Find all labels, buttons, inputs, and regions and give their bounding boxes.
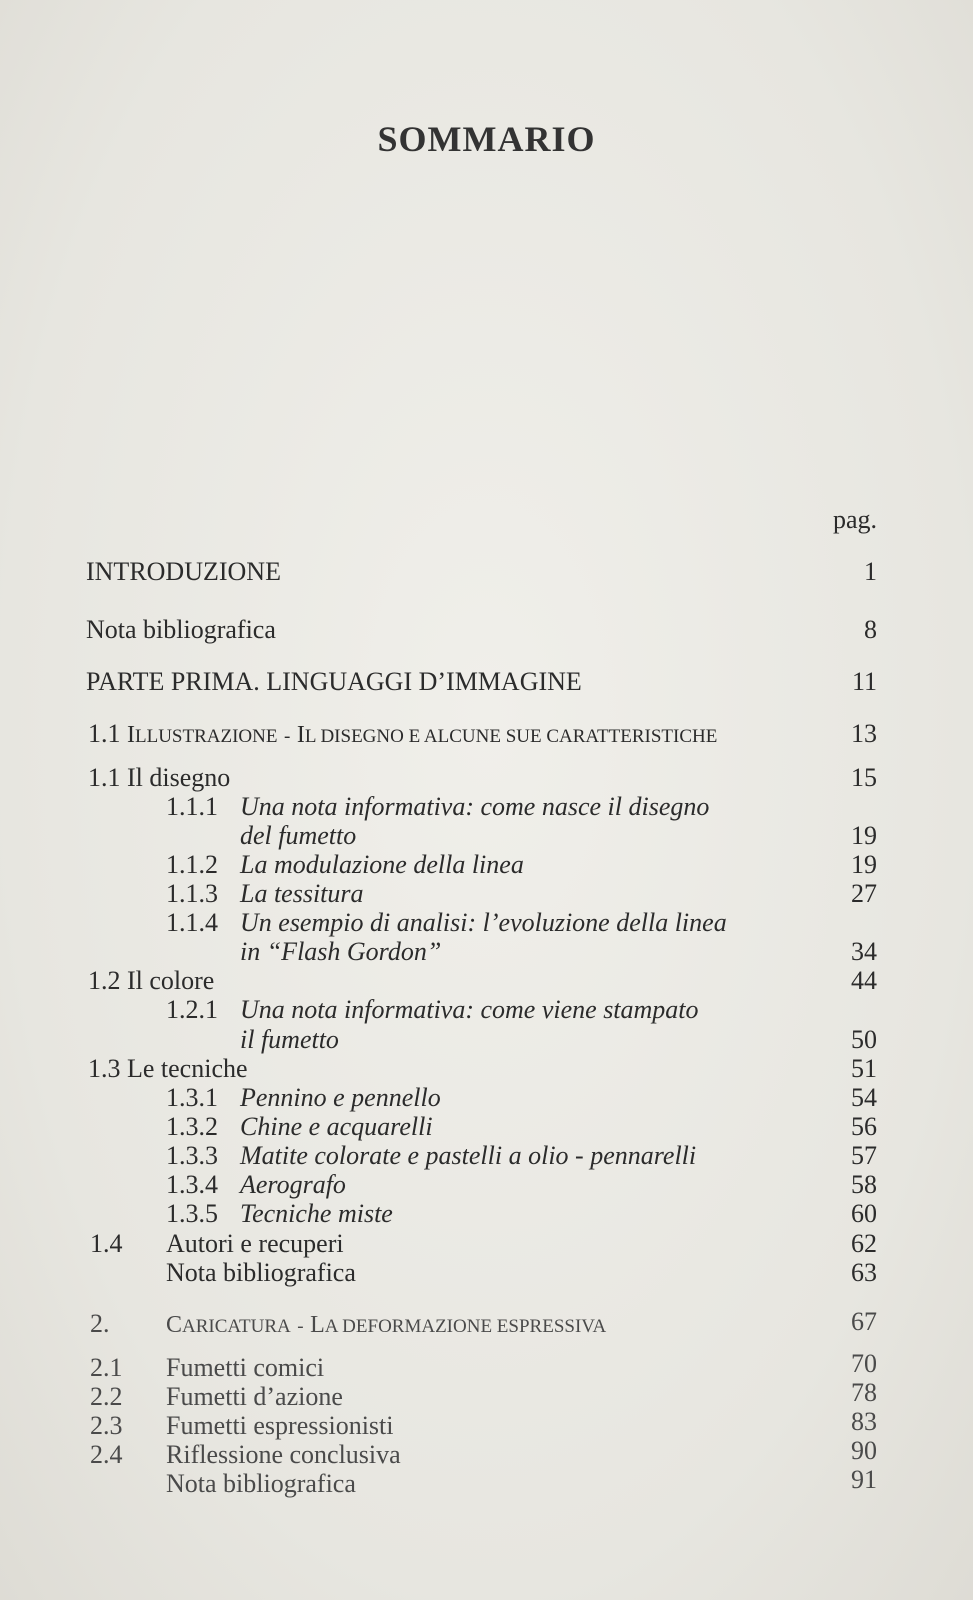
toc-chapter-2: CARICATURA - LA DEFORMAZIONE ESPRESSIVA xyxy=(166,1312,607,1338)
toc-page: 13 xyxy=(851,719,877,748)
toc-subsection-1-2-1: Una nota informativa: come viene stampato xyxy=(240,995,699,1024)
toc-number: 1.3.3 xyxy=(166,1141,218,1170)
toc-page: 50 xyxy=(851,1025,877,1054)
toc-subsection-1-3-4: Aerografo xyxy=(240,1170,346,1199)
toc-subsection-1-1-1: Una nota informativa: come nasce il disegno xyxy=(240,792,710,821)
toc-page: 83 xyxy=(851,1407,877,1436)
toc-page: 34 xyxy=(851,937,877,966)
toc-number: 1.4 xyxy=(90,1229,123,1258)
toc-section-2-4: Riflessione conclusiva xyxy=(166,1440,401,1469)
toc-page: 90 xyxy=(851,1436,877,1465)
toc-entry-nota-bibliografica: Nota bibliografica xyxy=(86,615,276,644)
toc-subsection-1-1-2: La modulazione della linea xyxy=(240,850,524,879)
toc-number: 1.3.5 xyxy=(166,1199,218,1228)
toc-page: 19 xyxy=(851,821,877,850)
toc-subsection-1-1-4-cont: in “Flash Gordon” xyxy=(240,937,442,966)
toc-entry-nota-bibliografica: Nota bibliografica xyxy=(166,1258,356,1287)
toc-section-2-2: Fumetti d’azione xyxy=(166,1382,343,1411)
toc-page: 78 xyxy=(851,1378,877,1407)
toc-page: 60 xyxy=(851,1199,877,1228)
toc-page: 11 xyxy=(851,667,877,696)
toc-section-1-4: Autori e recuperi xyxy=(166,1229,344,1258)
toc-number: 2.3 xyxy=(90,1411,123,1440)
toc-page: 44 xyxy=(851,966,877,995)
toc-number: 1.3.2 xyxy=(166,1112,218,1141)
toc-entry-nota-bibliografica: Nota bibliografica xyxy=(166,1469,356,1498)
toc-page: 63 xyxy=(851,1258,877,1287)
toc-number: 2. xyxy=(90,1309,110,1338)
toc-subsection-1-1-3: La tessitura xyxy=(240,879,364,908)
toc-page: 27 xyxy=(851,879,877,908)
toc-number: 1.2.1 xyxy=(166,995,218,1024)
toc-page: 15 xyxy=(851,763,877,792)
toc-entry-introduzione: INTRODUZIONE xyxy=(86,557,281,586)
toc-page: 1 xyxy=(864,557,877,586)
toc-subsection-1-3-1: Pennino e pennello xyxy=(240,1083,441,1112)
toc-number: 1.1 xyxy=(88,719,121,748)
toc-subsection-1-3-2: Chine e acquarelli xyxy=(240,1112,433,1141)
toc-page: 51 xyxy=(851,1054,877,1083)
toc-number: 1.1.1 xyxy=(166,792,218,821)
toc-number: 1.3.1 xyxy=(166,1083,218,1112)
toc-page: 56 xyxy=(851,1112,877,1141)
toc-section-1-2: 1.2 Il colore xyxy=(88,966,215,995)
toc-section-1-1: 1.1 Il disegno xyxy=(88,763,231,792)
toc-page: 58 xyxy=(851,1170,877,1199)
toc-number: 2.1 xyxy=(90,1353,123,1382)
toc-number: 1.1.3 xyxy=(166,879,218,908)
toc-chapter-1: 1.1 ILLUSTRAZIONE - IL DISEGNO E ALCUNE SUE CARATTERISTICHE xyxy=(88,719,718,748)
toc-page: 57 xyxy=(851,1141,877,1170)
toc-section-2-3: Fumetti espressionisti xyxy=(166,1411,394,1440)
toc-subsection-1-3-3: Matite colorate e pastelli a olio - pennarelli xyxy=(240,1141,697,1170)
toc-page: 67 xyxy=(851,1307,877,1336)
toc-subsection-1-1-1-cont: del fumetto xyxy=(240,821,357,850)
toc-subsection-1-3-5: Tecniche miste xyxy=(240,1199,393,1228)
toc-subsection-1-2-1-cont: il fumetto xyxy=(240,1025,339,1054)
page-title: SOMMARIO xyxy=(377,119,596,159)
toc-page: 54 xyxy=(851,1083,877,1112)
toc-section-2-1: Fumetti comici xyxy=(166,1353,325,1382)
toc-number: 1.1.4 xyxy=(166,908,218,937)
toc-subsection-1-1-4: Un esempio di analisi: l’evoluzione della linea xyxy=(240,908,727,937)
toc-number: 1.1.2 xyxy=(166,850,218,879)
toc-page: 62 xyxy=(851,1229,877,1258)
toc-section-1-3: 1.3 Le tecniche xyxy=(88,1054,248,1083)
toc-number: 2.4 xyxy=(90,1440,123,1469)
toc-number: 2.2 xyxy=(90,1382,123,1411)
toc-page: 70 xyxy=(851,1349,877,1378)
toc-number: 1.3.4 xyxy=(166,1170,218,1199)
toc-page: 19 xyxy=(851,850,877,879)
toc-page: 91 xyxy=(851,1465,877,1494)
toc-page: 8 xyxy=(864,615,877,644)
toc-entry-parte-prima: PARTE PRIMA. LINGUAGGI D’IMMAGINE xyxy=(86,667,582,696)
page-column-header: pag. xyxy=(832,505,877,534)
